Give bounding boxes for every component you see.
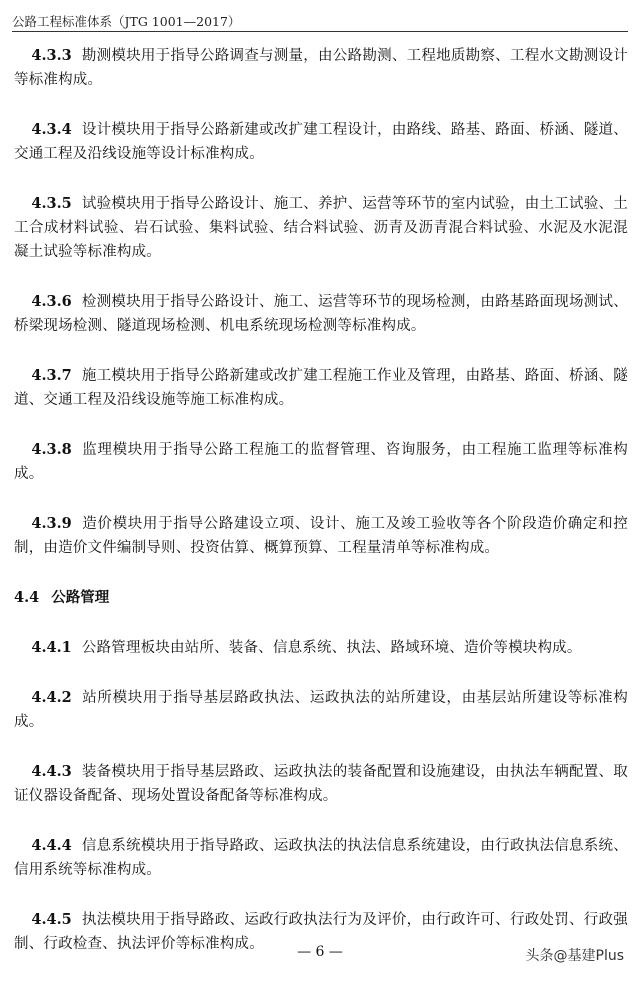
section-heading-4-4 [14, 586, 628, 610]
clause-text: 监理模块用于指导公路工程施工的监督管理、咨询服务，由工程施工监理等标准构成。 [14, 442, 628, 482]
clause-number: 4.4.2 [31, 689, 72, 706]
clause-4-3-4 [14, 118, 628, 166]
clause-text: 勘测模块用于指导公路调查与测量，由公路勘测、工程地质勘察、工程水文勘测设计等标准构成。 [14, 48, 628, 88]
clause-number: 4.4.5 [31, 911, 72, 928]
clause-text: 检测模块用于指导公路设计、施工、运营等环节的现场检测，由路基路面现场测试、桥梁现场检测、隧道现场检测、机电系统现场检测等标准构成。 [14, 294, 628, 334]
page-number: — 6 — [297, 944, 343, 960]
clause-4-3-3 [14, 44, 628, 92]
clause-4-4-1 [14, 636, 628, 660]
clause-number: 4.3.6 [31, 293, 72, 310]
clause-number: 4.3.4 [31, 121, 72, 138]
clause-4-3-7 [14, 364, 628, 412]
running-header: 公路工程标准体系（JTG 1001—2017） [12, 14, 241, 29]
clause-text: 设计模块用于指导公路新建或改扩建工程设计，由路线、路基、路面、桥涵、隧道、交通工程及沿线设施等设计标准构成。 [14, 122, 628, 162]
clause-number: 4.3.8 [31, 441, 72, 458]
clause-text: 公路管理板块由站所、装备、信息系统、执法、路域环境、造价等模块构成。 [81, 640, 582, 656]
clause-4-3-9 [14, 512, 628, 560]
clause-text: 站所模块用于指导基层路政执法、运政执法的站所建设，由基层站所建设等标准构成。 [14, 690, 628, 730]
clause-4-4-2 [14, 686, 628, 734]
clause-4-4-4 [14, 834, 628, 882]
clause-number: 4.3.5 [31, 195, 72, 212]
clause-number: 4.4.4 [31, 837, 72, 854]
document-body [14, 44, 628, 982]
clause-text: 试验模块用于指导公路设计、施工、养护、运营等环节的室内试验，由土工试验、土工合成材料试验、岩石试验、集料试验、结合料试验、沥青及沥青混合料试验、水泥及水泥混凝土试验等标准构成。 [14, 196, 628, 260]
header-rule [12, 31, 628, 32]
clause-4-4-3 [14, 760, 628, 808]
clause-number: 4.4.1 [31, 639, 72, 656]
clause-text: 执法模块用于指导路政、运政行政执法行为及评价，由行政许可、行政处罚、行政强制、行政检查、执法评价等标准构成。 [14, 912, 628, 952]
clause-number: 4.4.3 [31, 763, 72, 780]
clause-text: 信息系统模块用于指导路政、运政执法的执法信息系统建设，由行政执法信息系统、信用系统等标准构成。 [14, 838, 628, 878]
clause-4-3-6 [14, 290, 628, 338]
clause-4-3-8 [14, 438, 628, 486]
clause-number: 4.3.3 [31, 47, 72, 64]
watermark: 头条@基建Plus [525, 948, 624, 964]
section-title: 公路管理 [51, 589, 110, 606]
clause-text: 造价模块用于指导公路建设立项、设计、施工及竣工验收等各个阶段造价确定和控制，由造价文件编制导则、投资估算、概算预算、工程量清单等标准构成。 [14, 516, 628, 556]
clause-text: 装备模块用于指导基层路政、运政执法的装备配置和设施建设，由执法车辆配置、取证仪器设备配备、现场处置设备配备等标准构成。 [14, 764, 628, 804]
clause-text: 施工模块用于指导公路新建或改扩建工程施工作业及管理，由路基、路面、桥涵、隧道、交通工程及沿线设施等施工标准构成。 [14, 368, 628, 408]
clause-number: 4.3.9 [31, 515, 72, 532]
clause-4-3-5 [14, 192, 628, 264]
clause-number: 4.3.7 [31, 367, 72, 384]
section-number: 4.4 [14, 589, 40, 606]
